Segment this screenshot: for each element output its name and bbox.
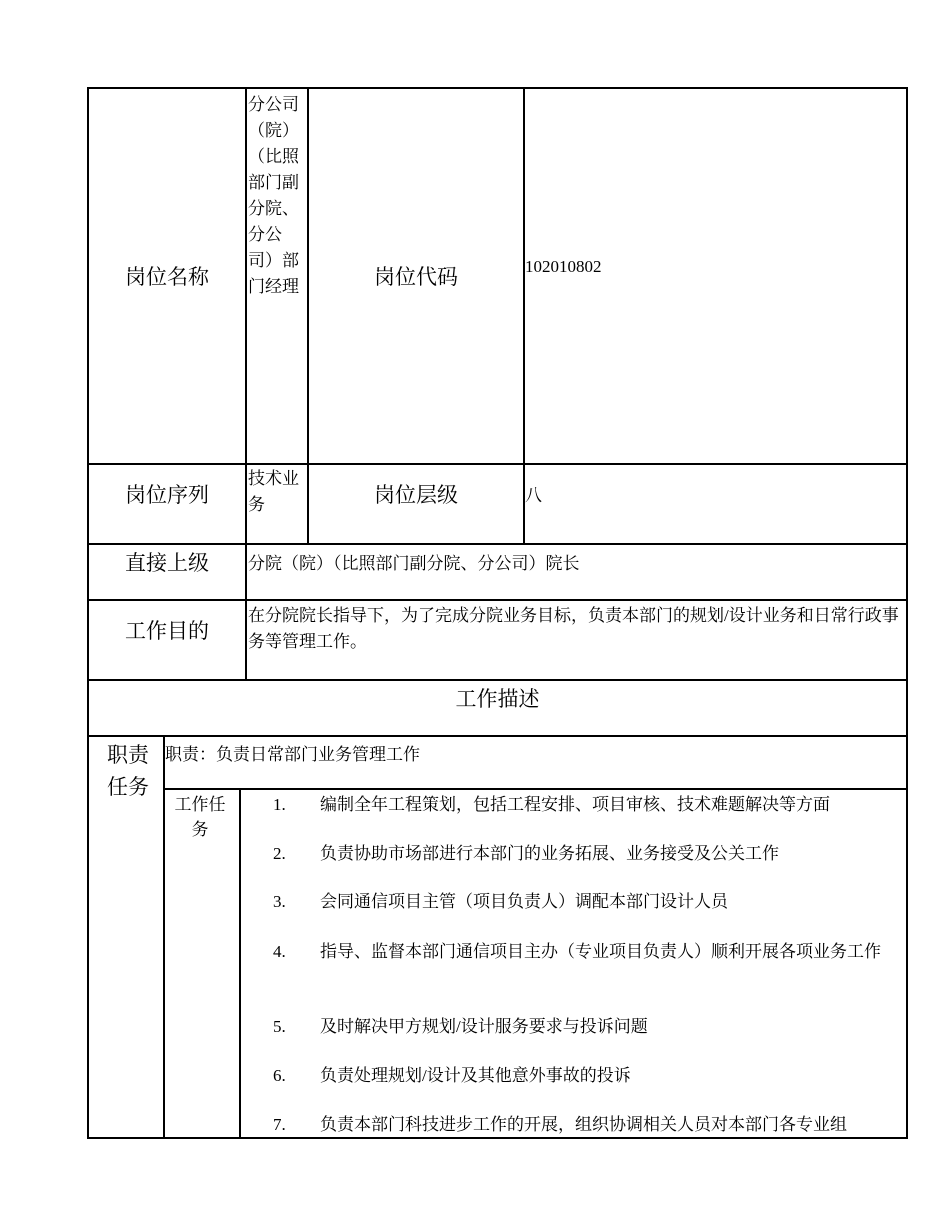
label-position-name: 岗位名称	[125, 265, 209, 289]
task-item	[273, 1064, 903, 1087]
task-text: 负责协助市场部进行本部门的业务拓展、业务接受及公关工作	[320, 844, 779, 863]
position-name-value: 分公司（院）（比照部门副分院、分公司）部门经理	[248, 95, 299, 296]
task-number: 4.	[273, 942, 286, 961]
task-text: 会同通信项目主管（项目负责人）调配本部门设计人员	[320, 892, 728, 911]
task-item	[273, 1113, 903, 1136]
label-position-series: 岗位序列	[125, 482, 209, 507]
task-number: 3.	[273, 892, 286, 911]
label-direct-superior: 直接上级	[125, 550, 209, 575]
task-text: 负责处理规划/设计及其他意外事故的投诉	[320, 1066, 631, 1085]
column-divider	[239, 788, 241, 1139]
position-series-value: 技术业务	[248, 469, 299, 514]
column-divider	[163, 735, 165, 1139]
task-number: 7.	[273, 1115, 286, 1134]
section-title-work-description: 工作描述	[455, 687, 540, 711]
label-position-level: 岗位层级	[374, 482, 458, 507]
task-number: 1.	[273, 795, 286, 814]
label-duty-task: 职责任务	[107, 743, 149, 799]
task-text: 编制全年工程策划，包括工程安排、项目审核、技术难题解决等方面	[320, 795, 830, 814]
task-item	[273, 890, 903, 913]
task-text: 及时解决甲方规划/设计服务要求与投诉问题	[320, 1017, 648, 1036]
task-item	[273, 793, 903, 816]
task-text: 负责本部门科技进步工作的开展，组织协调相关人员对本部门各专业组	[320, 1115, 847, 1134]
label-work-task: 工作任务	[174, 795, 226, 839]
task-item	[273, 940, 903, 963]
direct-superior-value: 分院（院）（比照部门副分院、分公司）院长	[248, 554, 580, 573]
table-right-border	[906, 87, 908, 1139]
task-number: 6.	[273, 1066, 286, 1085]
label-position-code: 岗位代码	[374, 265, 458, 289]
task-number: 2.	[273, 844, 286, 863]
task-text: 指导、监督本部门通信项目主办（专业项目负责人）顺利开展各项业务工作	[320, 942, 881, 961]
position-code-value: 102010802	[525, 257, 602, 276]
duty-heading: 职责：负责日常部门业务管理工作	[165, 744, 420, 764]
task-item	[273, 842, 903, 865]
position-level-value: 八	[525, 486, 542, 505]
row-divider	[163, 788, 908, 790]
label-work-purpose: 工作目的	[125, 619, 209, 643]
task-item	[273, 1015, 903, 1038]
work-purpose-value: 在分院院长指导下，为了完成分院业务目标，负责本部门的规划/设计业务和日常行政事务等管理工作。	[248, 606, 899, 651]
task-number: 5.	[273, 1017, 286, 1036]
table-bottom-border	[87, 1137, 908, 1139]
